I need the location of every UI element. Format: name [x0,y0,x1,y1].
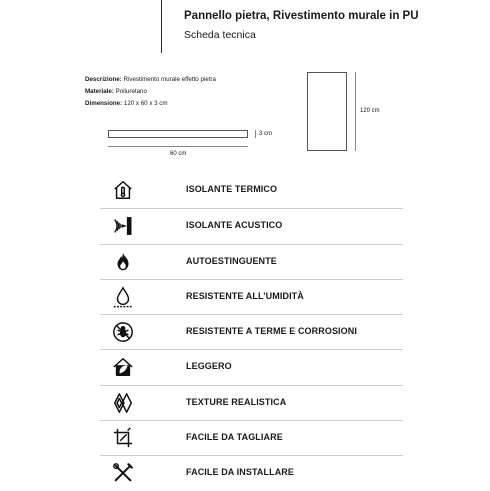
spec-descrizione-label: Descrizione: [85,76,122,83]
feature-list [100,173,403,491]
spec-materiale [85,86,216,98]
feature-label: FACILE DA INSTALLARE [186,467,294,478]
tools-icon [112,462,134,484]
spec-dimensione-value: 120 x 60 x 3 cm [123,100,168,108]
feature-label: ISOLANTE ACUSTICO [186,220,283,231]
feature-label: FACILE DA TAGLIARE [186,432,283,443]
feature-label: AUTOESTINGUENTE [186,255,277,266]
feature-label: ISOLANTE TERMICO [186,184,278,194]
spec-materiale-value: Poliuretano [115,88,147,96]
thickness-dimension-line [255,130,256,138]
flame-icon [112,251,134,273]
spec-dimensione [85,98,216,110]
feature-row [100,349,403,384]
height-dimension-line [355,72,356,151]
header-divider [161,0,162,53]
feature-label: RESISTENTE A TERME E CORROSIONI [186,326,357,337]
page-title: Pannello pietra, Rivestimento murale in PU [184,10,419,22]
height-dimension-label: 120 cm [360,108,380,114]
no-termite-icon [112,321,134,343]
feature-label: TEXTURE REALISTICA [186,396,287,407]
width-dimension-line [108,146,248,147]
stone-texture-icon [112,392,134,414]
spec-materiale-label: Materiale: [85,88,114,96]
page-subtitle: Scheda tecnica [184,29,256,41]
spec-list [85,74,216,111]
feature-row [100,173,403,208]
feather-house-icon [112,356,134,378]
thermometer-house-icon [112,179,134,201]
panel-side-view [108,130,248,138]
feature-row [100,244,403,279]
feature-row [100,208,403,243]
water-drop-icon [112,286,134,308]
feature-label: LEGGERO [186,361,232,372]
crop-cut-icon [112,427,134,449]
feature-row [100,420,403,455]
feature-row [100,314,403,349]
spec-descrizione-value: Rivestimento murale effetto pietra [123,76,216,83]
panel-front-view [307,72,347,151]
width-dimension-label: 60 cm [170,151,187,157]
feature-row [100,279,403,314]
feature-row [100,455,403,490]
spec-dimensione-label: Dimensione: [85,100,123,108]
feature-label: RESISTENTE ALL’UMIDITÀ [186,290,304,301]
sound-wall-icon [112,215,134,237]
feature-row [100,385,403,420]
spec-descrizione [85,74,216,86]
thickness-dimension-label: 3 cm [259,131,273,137]
